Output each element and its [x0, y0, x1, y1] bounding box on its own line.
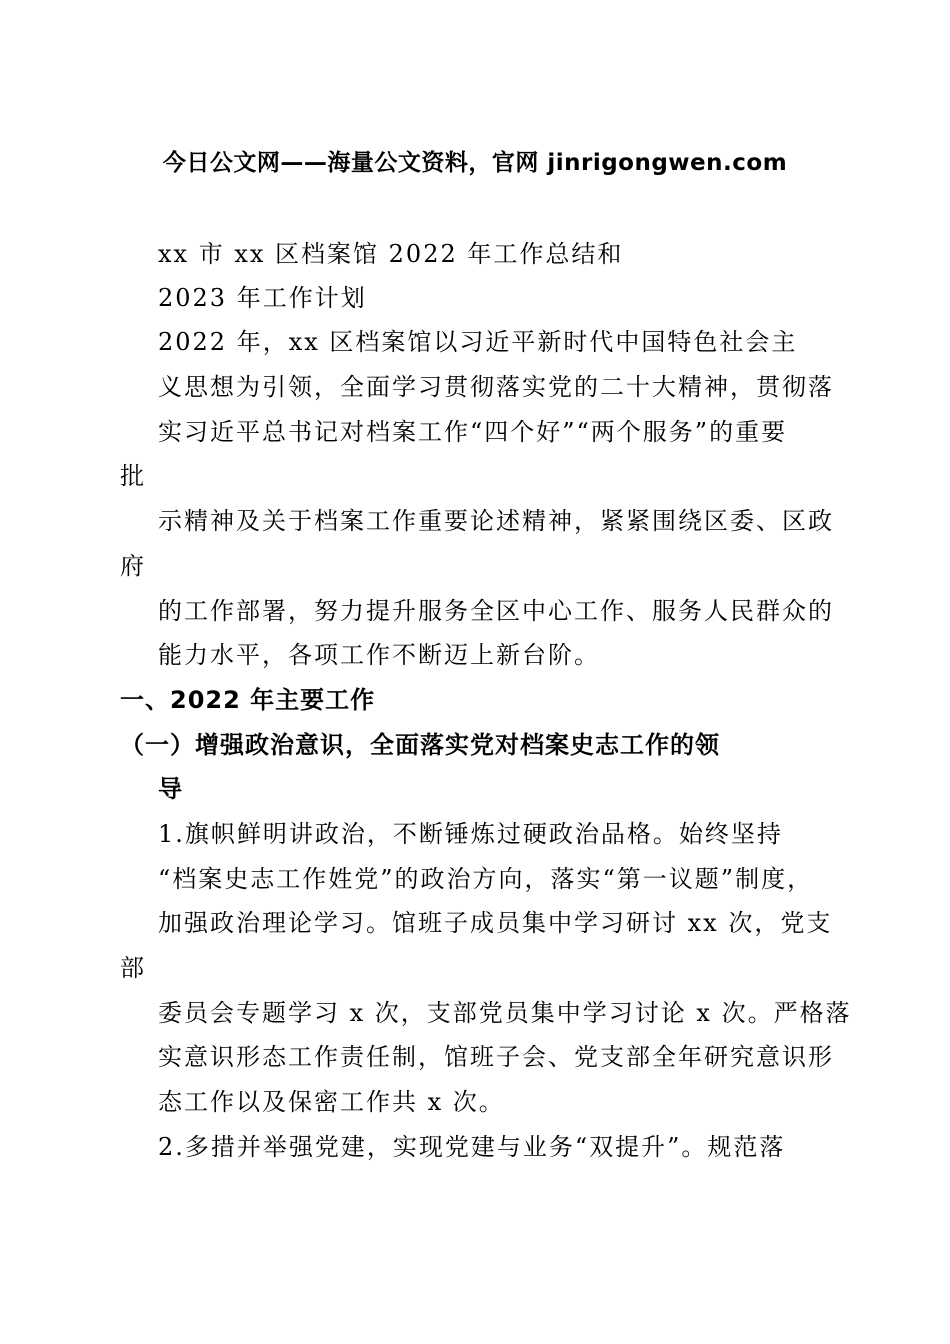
site-header-banner: 今日公文网——海量公文资料，官网 jinrigongwen.com: [162, 150, 788, 176]
body-line: 态工作以及保密工作共 x 次。: [158, 1088, 505, 1116]
doc-title-line-1: xx 市 xx 区档案馆 2022 年工作总结和: [158, 240, 624, 268]
body-line: 的工作部署，努力提升服务全区中心工作、服务人民群众的: [158, 597, 834, 625]
body-line: 加强政治理论学习。馆班子成员集中学习研讨 xx 次，党支: [158, 909, 833, 937]
body-line: 委员会专题学习 x 次，支部党员集中学习讨论 x 次。严格落: [158, 999, 852, 1027]
body-line: “档案史志工作姓党”的政治方向，落实“第一议题”制度，: [158, 865, 814, 893]
body-line: 部: [120, 954, 146, 982]
body-line: 义思想为引领，全面学习贯彻落实党的二十大精神，贯彻落: [158, 373, 834, 401]
body-line: 实意识形态工作责任制，馆班子会、党支部全年研究意识形: [158, 1043, 834, 1071]
section-heading: 一、2022 年主要工作: [120, 686, 376, 714]
subsection-heading-cont: 导: [158, 775, 183, 803]
body-line: 批: [120, 462, 146, 490]
body-line: 实习近平总书记对档案工作“四个好”“两个服务”的重要: [158, 418, 788, 446]
doc-title-line-2: 2023 年工作计划: [158, 284, 367, 312]
body-line: 府: [120, 552, 146, 580]
subsection-heading: （一）增强政治意识，全面落实党对档案史志工作的领: [120, 731, 720, 759]
body-line: 2022 年，xx 区档案馆以习近平新时代中国特色社会主: [158, 328, 798, 356]
body-line: 2.多措并举强党建，实现党建与业务“双提升”。规范落: [158, 1133, 786, 1161]
body-line: 1.旗帜鲜明讲政治，不断锤炼过硬政治品格。始终坚持: [158, 820, 783, 848]
body-line: 能力水平，各项工作不断迈上新台阶。: [158, 641, 600, 669]
body-line: 示精神及关于档案工作重要论述精神，紧紧围绕区委、区政: [158, 507, 834, 535]
